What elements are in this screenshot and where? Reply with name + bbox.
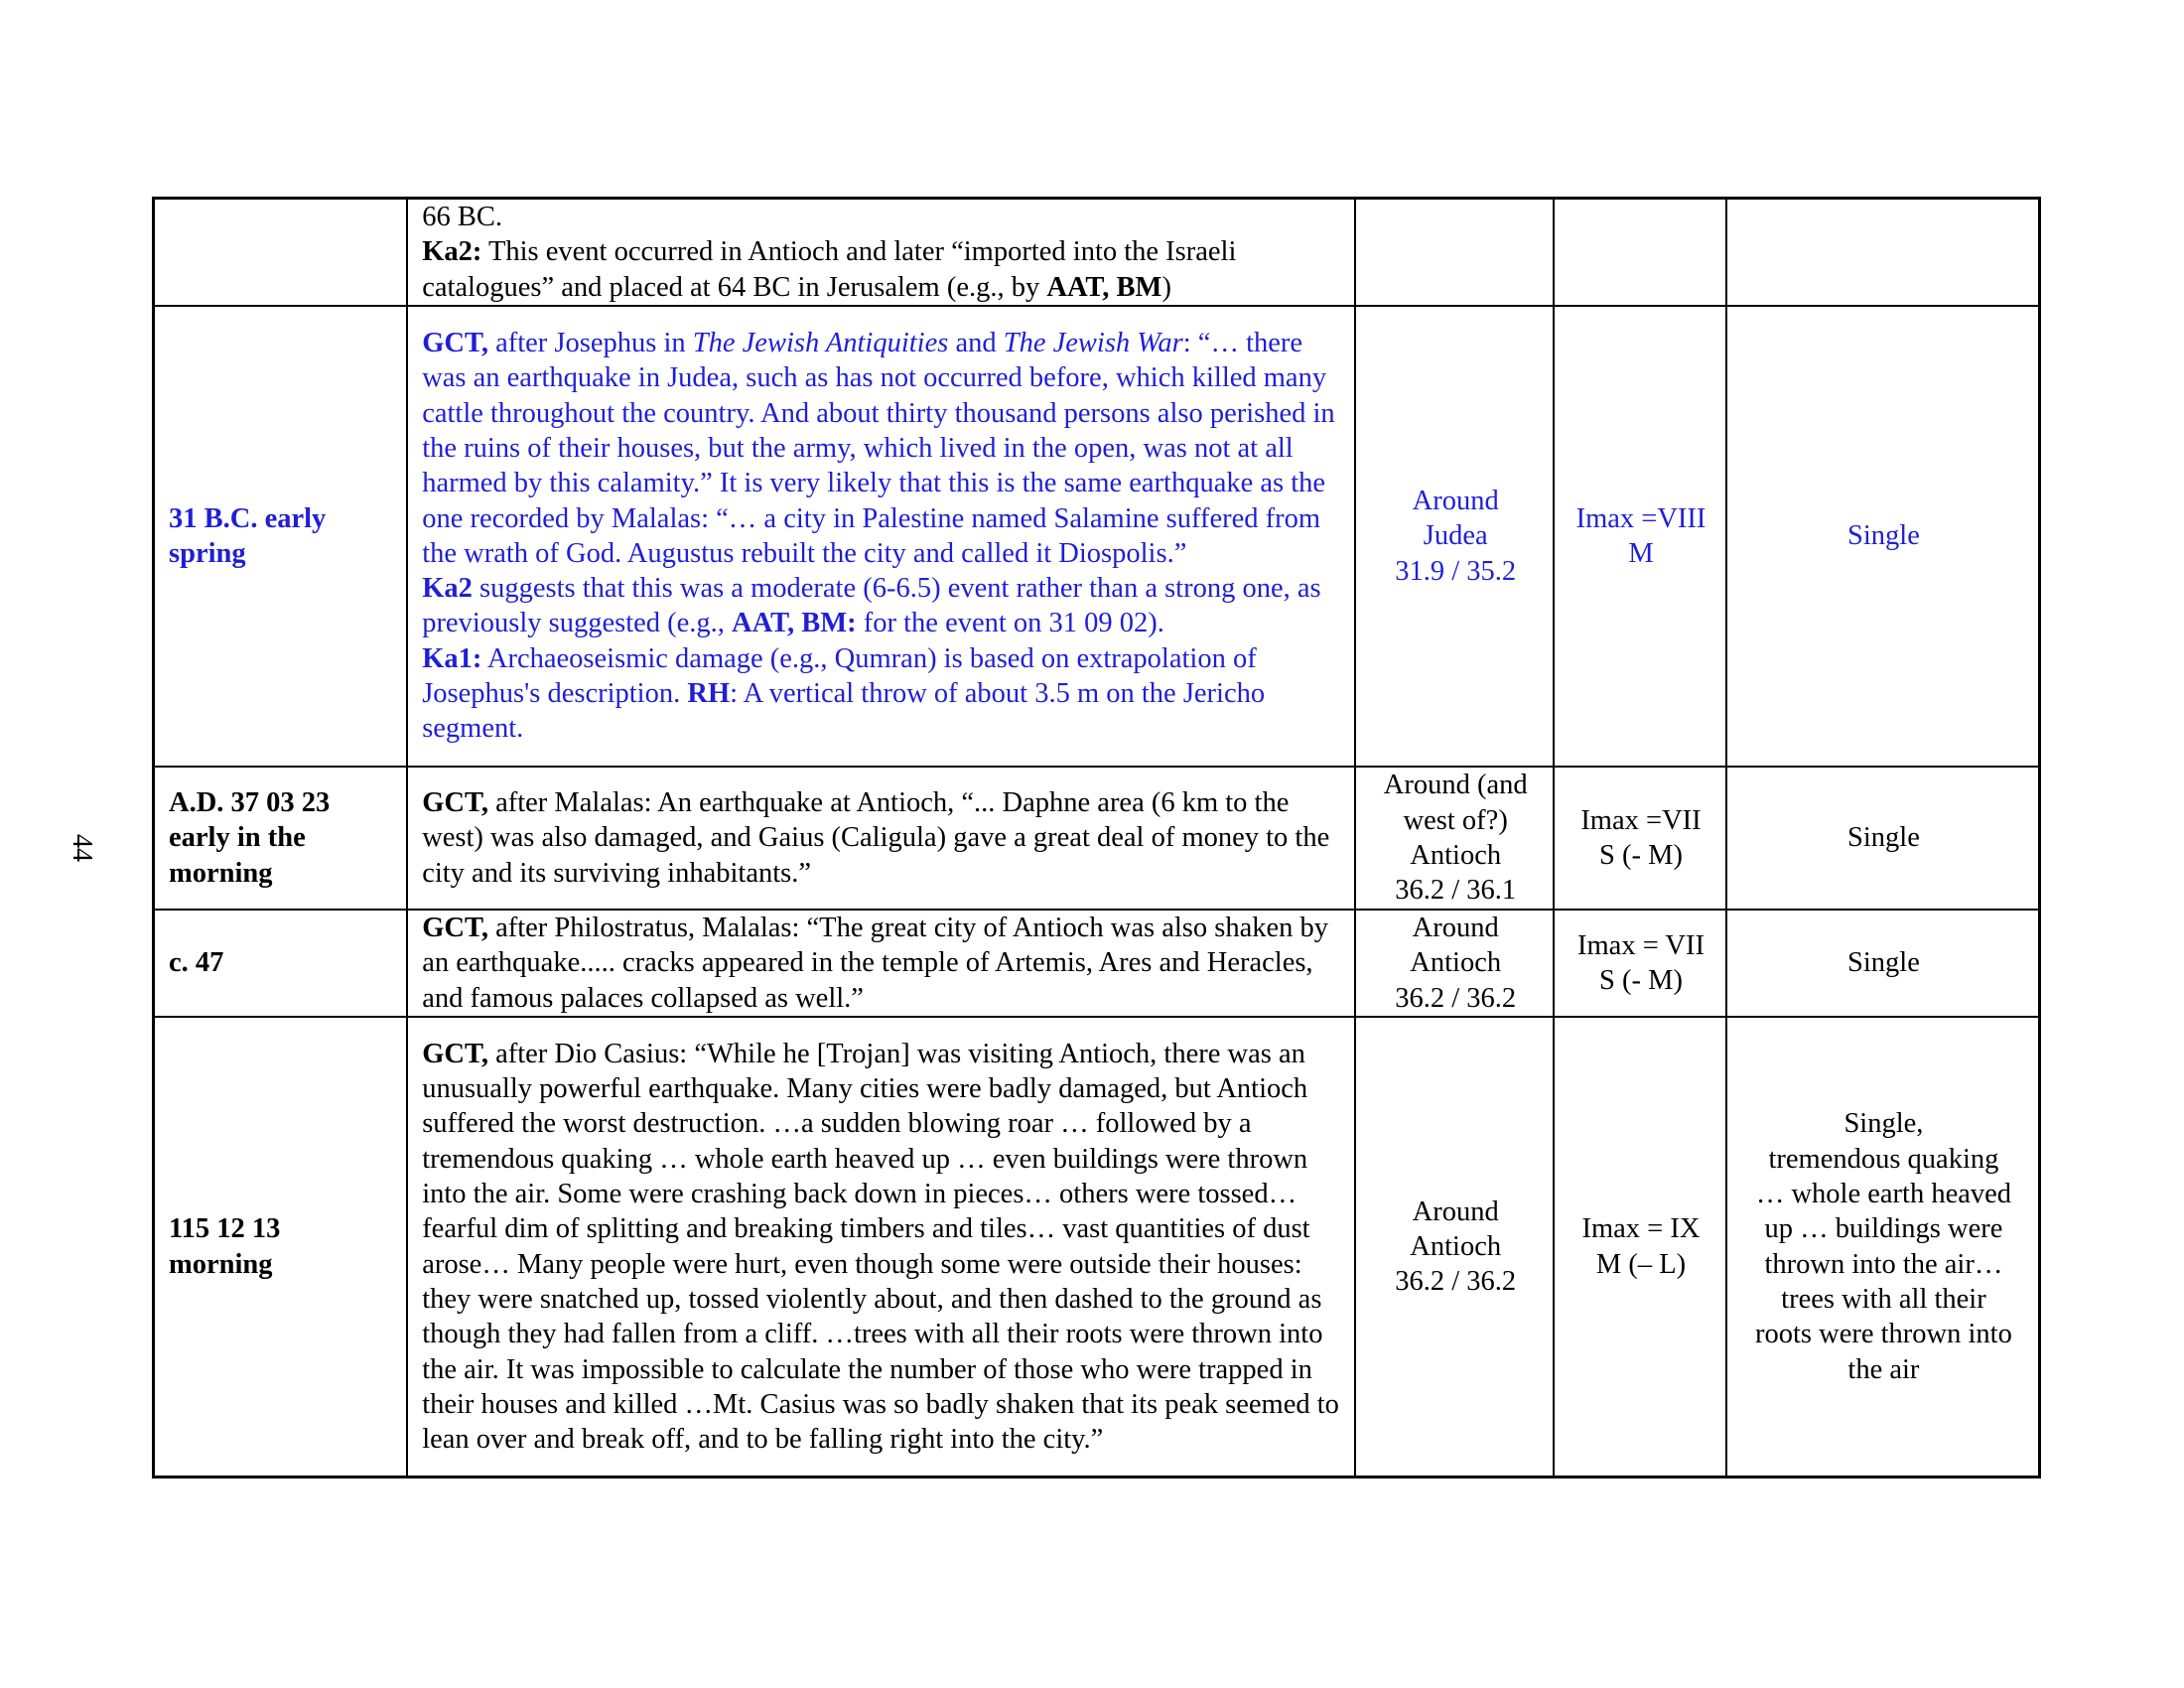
intensity-cell: [1554, 1017, 1726, 1477]
location-line: Antioch: [1410, 1230, 1502, 1262]
location-coords: 36.2 / 36.2: [1395, 1266, 1517, 1298]
location-line: Antioch: [1410, 947, 1502, 979]
description-text: after Dio Casius: “While he [Trojan] was visiting Antioch, there was an unusually powerful earthquake. Many cities were badly damaged, but Antioch suffered the worst destruction. …a sudden blowing roar … followed by a tremendous quaking … whole earth heaved up … even buildings were thrown into the air. Some were crashing back down in pieces… others were tossed… fearful dim of splitting and breaking timbers and tiles… vast quantities of dust arose… Many people were hurt, even though some were outside their houses: they were snatched up, tossed violently about, and then dashed to the ground as though they had fallen from a cliff. …trees with all their roots were thrown into the air. It was impossible to calculate the number of those who were trapped in their houses and killed …Mt. Casius was so badly shaken that its peak seemed to lean over and break off, and to be falling right into the city.”: [422, 1038, 1339, 1456]
table-row: [154, 306, 2040, 767]
character-cell: Single: [1726, 767, 2040, 910]
location-cell: [1355, 767, 1554, 910]
date-cell: c. 47: [154, 910, 408, 1017]
intensity-line: Imax = IX: [1581, 1213, 1701, 1245]
source-tag: GCT,: [422, 912, 488, 943]
source-tag: Ka2: [422, 573, 473, 605]
location-coords: 36.2 / 36.2: [1395, 982, 1517, 1014]
character-line: roots were thrown into: [1755, 1319, 2012, 1350]
description-text: This event occurred in Antioch and later “imported into the Israeli catalogues” and placed at 64 BC in Jerusalem (e.g., by: [422, 236, 1237, 303]
description-text: : “… there was an earthquake in Judea, such as has not occurred before, which killed many cattle throughout the country. And about thirty thousand persons also perished in the ruins of their houses, but the army, which lived in the open, was not at all harmed by this calamity.” It is very likely that this is the same earthquake as the one recorded by Malalas: “… a city in Palestine named Salamine suffered from the wrath of God. Augustus rebuilt the city and called it Diospolis.”: [422, 328, 1335, 569]
character-line: trees with all their: [1781, 1283, 1986, 1315]
character-line: the air: [1847, 1353, 1920, 1385]
table-row: [154, 1017, 2040, 1477]
description-cell: [407, 1017, 1355, 1477]
character-line: up … buildings were: [1764, 1213, 2003, 1245]
date-line: 115 12 13: [169, 1213, 281, 1245]
date-cell: [154, 1017, 408, 1477]
location-cell: [1355, 306, 1554, 767]
character-cell: [1726, 199, 2040, 306]
source-tag: GCT,: [422, 786, 488, 818]
description-cell: [407, 306, 1355, 767]
location-line: Around: [1412, 485, 1499, 516]
description-text: : A vertical throw of about 3.5 m on the Jericho segment.: [422, 678, 1266, 745]
character-cell: [1726, 1017, 2040, 1477]
source-tag: Ka1:: [422, 642, 482, 674]
description-text: Archaeoseismic damage (e.g., Qumran) is based on extrapolation of Josephus's description.: [422, 642, 1257, 710]
source-tag: Ka2:: [422, 236, 482, 268]
source-tag: AAT, BM:: [732, 608, 857, 639]
source-tag: AAT, BM: [1046, 271, 1162, 303]
intensity-line: S (- M): [1599, 964, 1683, 996]
location-cell: [1355, 199, 1554, 306]
intensity-cell: [1554, 767, 1726, 910]
date-line: morning: [169, 1248, 273, 1280]
date-line: morning: [169, 857, 273, 889]
location-line: Antioch: [1410, 839, 1502, 871]
character-line: tremendous quaking: [1768, 1143, 1999, 1175]
date-cell: [154, 767, 408, 910]
intensity-line: Imax = VII: [1577, 929, 1705, 961]
intensity-line: M (– L): [1595, 1248, 1687, 1280]
location-coords: 36.2 / 36.1: [1395, 875, 1517, 907]
character-cell: Single: [1726, 306, 2040, 767]
description-text: after Josephus in: [487, 328, 693, 359]
description-text: for the event on 31 09 02).: [856, 608, 1164, 639]
date-cell: 31 B.C. early spring: [154, 306, 408, 767]
book-title: The Jewish Antiquities: [692, 328, 949, 359]
intensity-line: S (- M): [1599, 839, 1683, 871]
intensity-line: Imax =VII: [1580, 804, 1702, 836]
description-cell: [407, 910, 1355, 1017]
source-tag: RH: [687, 678, 731, 710]
date-line: A.D. 37 03 23: [169, 786, 331, 818]
location-cell: [1355, 1017, 1554, 1477]
character-line: … whole earth heaved: [1755, 1179, 2012, 1210]
character-line: thrown into the air…: [1764, 1248, 2003, 1280]
page-number: 44: [67, 834, 97, 862]
description-text: ): [1161, 271, 1171, 303]
description-line: 66 BC.: [422, 202, 502, 232]
description-text: suggests that this was a moderate (6-6.5) event rather than a strong one, as previously suggested (e.g.,: [422, 573, 1321, 639]
book-title: The Jewish War: [1003, 328, 1183, 359]
description-text: after Malalas: An earthquake at Antioch, “... Daphne area (6 km to the west) was also damaged, and Gaius (Caligula) gave a great deal of money to the city and its surviving inhabitants.”: [422, 786, 1330, 889]
description-text: and: [948, 328, 1004, 359]
source-tag: GCT,: [422, 328, 488, 359]
location-line: Judea: [1423, 520, 1488, 552]
date-cell: [154, 199, 408, 306]
location-line: west of?): [1403, 804, 1508, 836]
location-line: Around: [1412, 1196, 1499, 1227]
table-row: [154, 767, 2040, 910]
character-line: Single,: [1843, 1108, 1924, 1140]
location-cell: [1355, 910, 1554, 1017]
source-tag: GCT,: [422, 1038, 488, 1069]
location-coords: 31.9 / 35.2: [1395, 555, 1517, 587]
earthquake-catalogue-table: [152, 197, 2041, 1478]
location-line: Around (and: [1383, 770, 1528, 801]
character-cell: Single: [1726, 910, 2040, 1017]
description-cell: [407, 199, 1355, 306]
location-line: Around: [1412, 912, 1499, 943]
description-cell: [407, 767, 1355, 910]
table-row: [154, 199, 2040, 306]
intensity-cell: [1554, 910, 1726, 1017]
table-row: [154, 910, 2040, 1017]
description-text: after Philostratus, Malalas: “The great city of Antioch was also shaken by an earthquake..... cracks appeared in the temple of Artemis, Ares and Heracles, and famous palaces collapsed as well.”: [422, 912, 1329, 1014]
intensity-line: Imax =VIII: [1575, 502, 1706, 534]
intensity-line: M: [1628, 537, 1654, 569]
intensity-cell: [1554, 306, 1726, 767]
intensity-cell: [1554, 199, 1726, 306]
date-line: early in the: [169, 822, 306, 854]
